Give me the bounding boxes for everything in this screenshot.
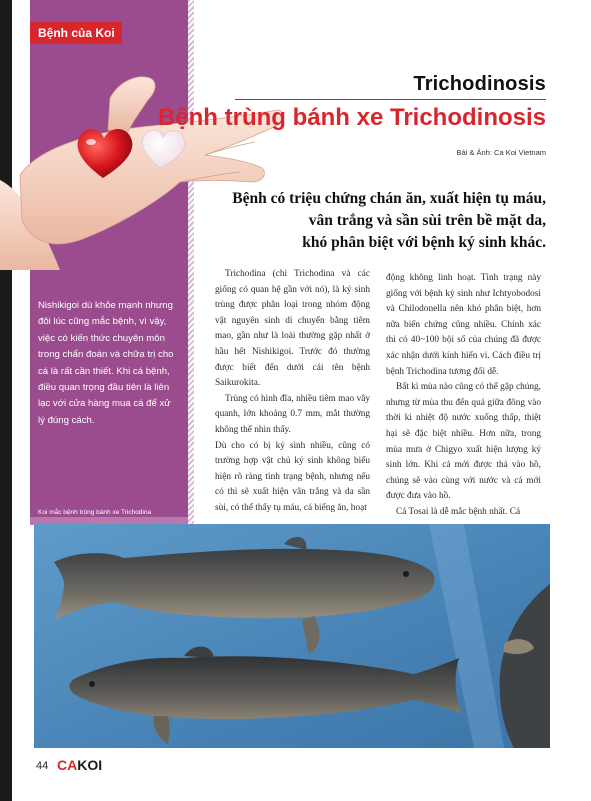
lead-line: Bệnh có triệu chứng chán ăn, xuất hiện tụ máu, bbox=[232, 190, 546, 207]
article-kicker: Trichodinosis bbox=[413, 73, 546, 95]
kicker-divider bbox=[235, 99, 546, 100]
page-number: 44 bbox=[36, 760, 49, 772]
body-paragraph: động không linh hoạt. Tình trạng này giống với bệnh ký sinh như Ichtyobodosi và Chilodonella nên khó phân biệt, hơn nữa biến chứng cũng nhiều. Chính xác thì có 40~100 bội số của chúng đã được xác nhận dưới kính hiển vi. Cách điều trị bệnh Trichodina tương đối dễ. bbox=[386, 273, 541, 377]
body-paragraph: Trùng có hình đĩa, nhiều tiêm mao vây quanh, lớn khoảng 0.7 mm, mắt thường không thể nhìn thấy. bbox=[215, 393, 370, 435]
lead-paragraph bbox=[226, 188, 546, 254]
magazine-logo bbox=[57, 757, 102, 773]
logo-part: C bbox=[57, 757, 68, 773]
body-paragraph: Bất kì mùa nào cũng có thể gặp chúng, nhưng từ mùa thu đến quá giữa đông vào thời kì nhiệt độ nước xuống thấp, thiệt hại sẽ đặc biệt nhiều. Hơn nữa, trong mùa mưa ở Chigyo xuất hiện lượng ký sinh lớn. Khi cá mới được thả vào hồ, chúng sẽ vào cùng với nước và cá mới được đưa vào hồ. bbox=[386, 382, 541, 502]
author-credit: Bài & Ảnh: Ca Koi Vietnam bbox=[456, 148, 546, 157]
sidebar-note: Nishikigoi dù khỏe mạnh nhưng đôi lúc cũng mắc bệnh, vì vậy, việc có kiến thức chuyên môn trong chẩn đoán và chữa trị cho cá là rất cần thiết. Khi cá bệnh, điều quan trọng đầu tiên là liên lạc với cửa hàng mua cá để xử lý đúng cách. bbox=[38, 300, 174, 426]
logo-part: A bbox=[67, 757, 78, 773]
body-column-2 bbox=[386, 271, 541, 521]
body-paragraph: Dù cho có bị ký sinh nhiều, cũng có trường hợp vật chủ ký sinh không biểu hiện rõ ràng tình trạng bệnh, nhưng nếu có thì sẽ xuất hiện vân trắng và da sần sùi, có thể thấy tụ máu, cá biếng ăn, hoạt bbox=[215, 440, 370, 513]
koi-photo bbox=[34, 524, 550, 748]
figure-caption: Koi mắc bệnh trùng bánh xe Trichodina bbox=[38, 509, 152, 516]
body-paragraph: Cá Tosai là dễ mắc bệnh nhất. Cá bbox=[396, 506, 521, 517]
article-headline: Bệnh trùng bánh xe Trichodinosis bbox=[157, 104, 546, 131]
logo-part: KOI bbox=[77, 757, 103, 773]
body-column-1 bbox=[215, 267, 370, 517]
lead-line: vân trắng và sần sùi trên bề mặt da, bbox=[308, 212, 546, 229]
section-tab: Bệnh của Koi bbox=[30, 22, 122, 44]
body-paragraph: Trichodina (chi Trichodina và các giống có quan hệ gần với nó), là ký sinh trùng được phân loại trong nhóm động vật nguyên sinh di chuyển bằng tiêm mao, gần như là loài thường gặp nhất ở hầu hết Nishikigoi. Trước đó thường được biết đến dưới cái tên bệnh Saikurokita. bbox=[215, 269, 370, 389]
lead-line: khó phân biệt với bệnh ký sinh khác. bbox=[302, 234, 546, 251]
